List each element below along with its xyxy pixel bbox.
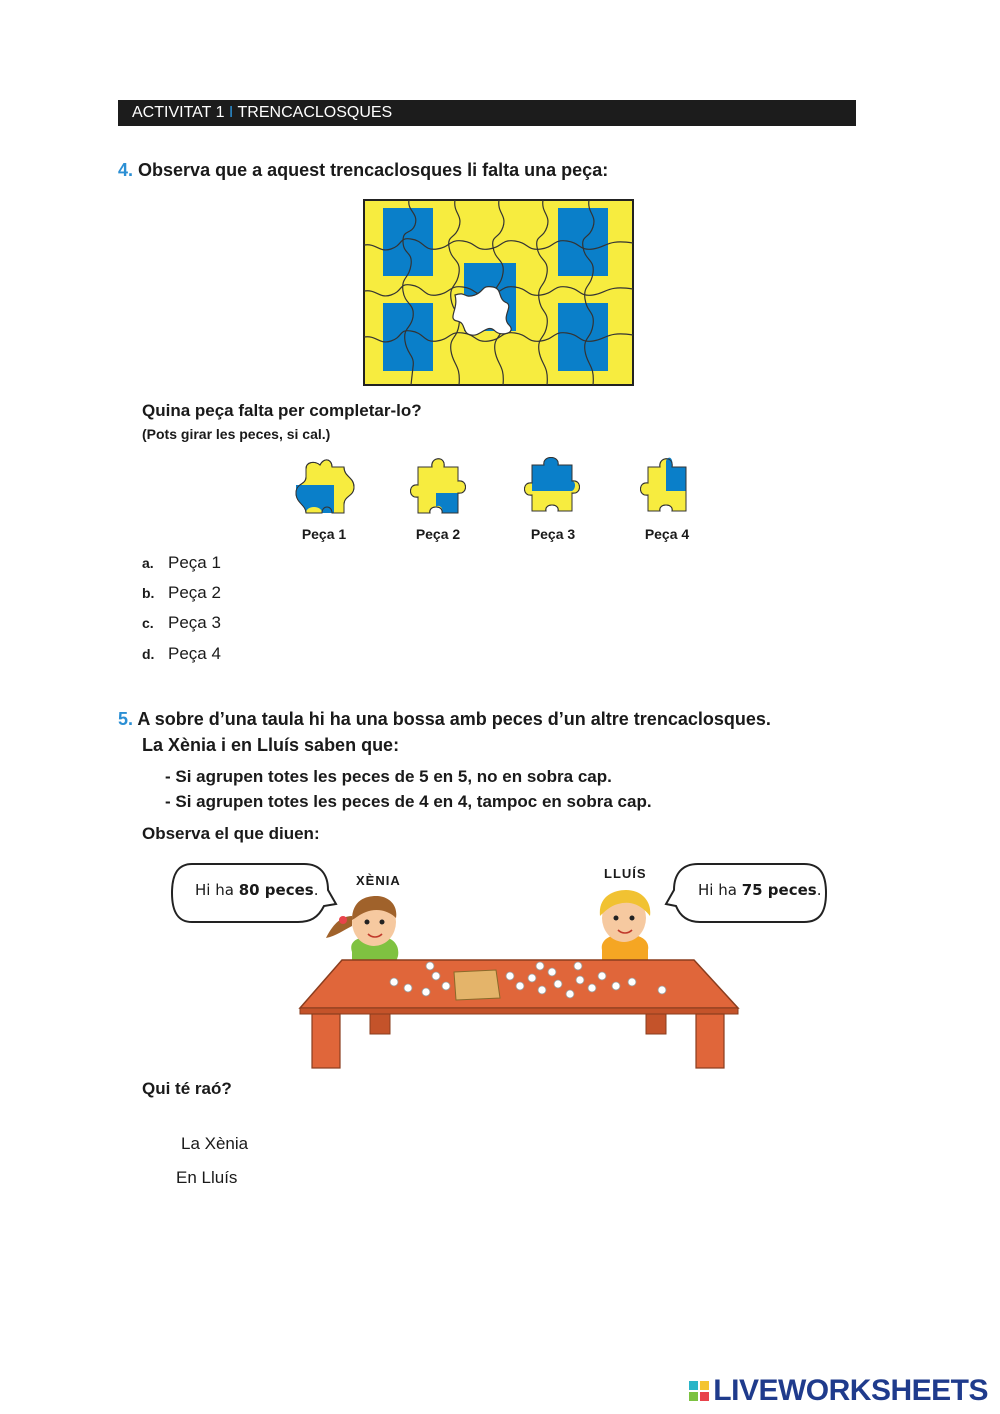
puzzle-image bbox=[363, 199, 634, 386]
answer-xenia[interactable]: La Xènia bbox=[181, 1134, 249, 1153]
q4-number: 4. bbox=[118, 160, 134, 180]
piece-3-image[interactable] bbox=[520, 455, 586, 519]
q5-bullet-2: - Si agrupen totes les peces de 4 en 4, tampoc en sobra cap. bbox=[165, 792, 652, 811]
option-d-text: Peça 4 bbox=[168, 644, 221, 663]
lluis-speech-prefix: Hi ha bbox=[698, 881, 742, 899]
piece-4-label: Peça 4 bbox=[644, 526, 690, 542]
activity-topic: TRENCACLOSQUES bbox=[237, 104, 393, 121]
piece-2-label: Peça 2 bbox=[415, 526, 461, 542]
liveworksheets-logo-icon bbox=[689, 1381, 709, 1401]
lluis-speech-value: 75 peces bbox=[741, 881, 817, 899]
piece-2-image[interactable] bbox=[406, 455, 472, 519]
activity-header-bar bbox=[118, 100, 856, 126]
xenia-speech-suffix: . bbox=[313, 881, 319, 899]
lluis-name: LLUÍS bbox=[604, 866, 647, 881]
q5-title bbox=[118, 706, 771, 732]
xenia-speech-prefix: Hi ha bbox=[195, 881, 239, 899]
q5-observe: Observa el que diuen: bbox=[142, 824, 320, 843]
piece-1-image[interactable] bbox=[292, 455, 358, 519]
lluis-figure bbox=[600, 890, 650, 962]
option-d[interactable] bbox=[142, 644, 221, 664]
q5-question: Qui té raó? bbox=[142, 1079, 232, 1098]
option-a-text: Peça 1 bbox=[168, 553, 221, 572]
xenia-name: XÈNIA bbox=[356, 873, 401, 888]
option-d-letter: d. bbox=[142, 646, 155, 662]
option-c-text: Peça 3 bbox=[168, 613, 221, 632]
q5-title-line1: A sobre d’una taula hi ha una bossa amb peces d’un altre trencaclosques. bbox=[137, 709, 771, 729]
table-scene-image bbox=[296, 886, 740, 1070]
q4-hint: (Pots girar les peces, si cal.) bbox=[142, 426, 331, 442]
liveworksheets-logo[interactable] bbox=[689, 1374, 988, 1408]
option-b-text: Peça 2 bbox=[168, 583, 221, 602]
q4-title-text: Observa que a aquest trencaclosques li falta una peça: bbox=[138, 160, 609, 180]
piece-3-label: Peça 3 bbox=[530, 526, 576, 542]
xenia-figure bbox=[326, 896, 398, 962]
lluis-speech-suffix: . bbox=[816, 881, 822, 899]
option-a[interactable] bbox=[142, 553, 221, 573]
option-b-letter: b. bbox=[142, 585, 155, 601]
q5-title-line2: La Xènia i en Lluís saben que: bbox=[142, 735, 400, 755]
activity-label: ACTIVITAT 1 bbox=[132, 104, 225, 121]
answer-lluis[interactable]: En Lluís bbox=[176, 1168, 238, 1187]
option-b[interactable] bbox=[142, 583, 221, 603]
option-a-letter: a. bbox=[142, 555, 154, 571]
q5-bullet-1: - Si agrupen totes les peces de 5 en 5, no en sobra cap. bbox=[165, 767, 612, 786]
piece-4-image[interactable] bbox=[634, 455, 700, 519]
liveworksheets-logo-text: LIVEWORKSHEETS bbox=[713, 1374, 988, 1407]
q4-question: Quina peça falta per completar-lo? bbox=[142, 401, 422, 420]
piece-1-label: Peça 1 bbox=[301, 526, 347, 542]
option-c-letter: c. bbox=[142, 615, 154, 631]
xenia-speech-value: 80 peces bbox=[238, 881, 314, 899]
option-c[interactable] bbox=[142, 613, 221, 633]
q4-title bbox=[118, 157, 608, 183]
q5-number: 5. bbox=[118, 709, 134, 729]
header-separator: I bbox=[228, 104, 234, 121]
